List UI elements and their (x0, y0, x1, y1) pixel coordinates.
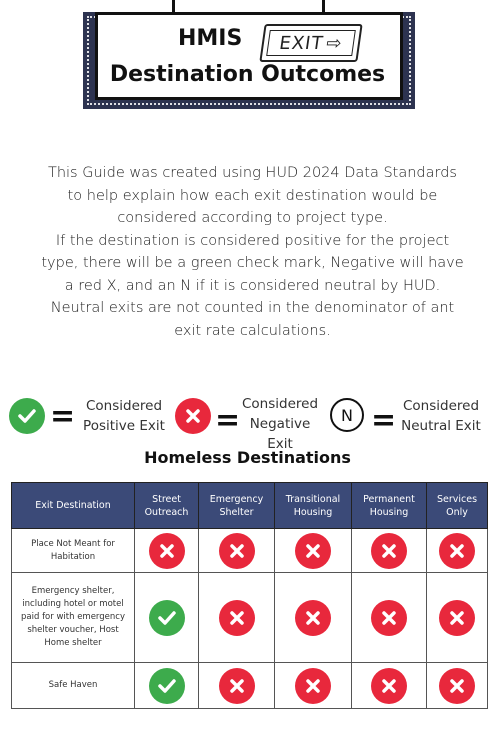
n-icon (330, 398, 364, 432)
legend-positive-line2: Positive Exit (83, 418, 165, 434)
outcome-cell (135, 573, 199, 663)
outcome-cell (199, 663, 275, 709)
intro-paragraph-1: This Guide was created using HUD 2024 Data Standards to help explain how each exit destination would be considered according to project type. (47, 165, 457, 226)
check-icon (149, 600, 185, 636)
x-icon (371, 600, 407, 636)
outcome-cell (135, 529, 199, 573)
table-row (12, 573, 488, 663)
destination-cell: Emergency shelter, including hotel or motel paid for with emergency shelter voucher, Host Home shelter (12, 573, 135, 663)
outcome-cell (427, 573, 488, 663)
destination-cell: Safe Haven (12, 663, 135, 709)
legend-negative-line1: Considered (241, 396, 319, 412)
table-row (12, 529, 488, 573)
legend-neutral-line2: Neutral Exit (401, 418, 481, 434)
x-icon (295, 533, 331, 569)
outcome-cell (275, 529, 352, 573)
destination-table (11, 482, 488, 709)
x-icon (219, 668, 255, 704)
legend-neutral-symbol: N (341, 405, 353, 425)
column-header-exit-destination: Exit Destination (12, 483, 135, 529)
column-header-transitional-housing: Transitional Housing (275, 483, 352, 529)
outcome-cell (275, 663, 352, 709)
legend-negative-label (236, 394, 324, 454)
check-icon (149, 668, 185, 704)
x-icon (371, 668, 407, 704)
outcome-cell (199, 529, 275, 573)
exit-sign-label: EXIT (277, 32, 325, 54)
x-icon (219, 600, 255, 636)
legend-negative-line2: Negative Exit (249, 416, 311, 452)
legend-equals-negative: = (215, 403, 241, 438)
outcome-cell (352, 663, 427, 709)
page-title-line1: HMIS (178, 26, 243, 51)
x-icon (439, 600, 475, 636)
x-icon (175, 398, 211, 434)
table-row (12, 663, 488, 709)
x-icon (149, 533, 185, 569)
legend-equals-positive: = (50, 399, 76, 434)
outcome-cell (427, 663, 488, 709)
exit-sign-inner (266, 30, 356, 56)
section-title: Homeless Destinations (144, 448, 351, 467)
column-header-emergency-shelter: Emergency Shelter (199, 483, 275, 529)
x-icon (439, 533, 475, 569)
x-icon (295, 600, 331, 636)
check-icon (9, 398, 45, 434)
page-title-line2: Destination Outcomes (109, 62, 386, 87)
outcome-cell (352, 573, 427, 663)
outcome-cell (275, 573, 352, 663)
x-icon (295, 668, 331, 704)
legend-positive-line1: Considered (85, 398, 163, 414)
column-header-street-outreach: Street Outreach (135, 483, 199, 529)
legend-neutral-line1: Considered (402, 398, 480, 414)
column-header-permanent-housing: Permanent Housing (352, 483, 427, 529)
exit-sign-graphic (259, 24, 362, 62)
intro-paragraph-2: If the destination is considered positive for the project type, there will be a green check mark, Negative will have a red X, and an N if it is considered neutral by HUD. Neutral exits are not counted in the denominator of ant exit rate calculations. (41, 232, 464, 339)
legend-positive-label (82, 396, 166, 436)
outcome-cell (352, 529, 427, 573)
outcome-cell (199, 573, 275, 663)
arrow-right-icon: ⇨ (324, 32, 345, 54)
x-icon (219, 533, 255, 569)
x-icon (371, 533, 407, 569)
column-header-services-only: Services Only (427, 483, 488, 529)
destination-cell: Place Not Meant for Habitation (12, 529, 135, 573)
legend-neutral-label (398, 396, 484, 436)
outcome-cell (427, 529, 488, 573)
outcome-cell (135, 663, 199, 709)
legend-equals-neutral: = (371, 403, 397, 438)
table-header-row (12, 483, 488, 529)
intro-text (40, 162, 465, 342)
x-icon (439, 668, 475, 704)
